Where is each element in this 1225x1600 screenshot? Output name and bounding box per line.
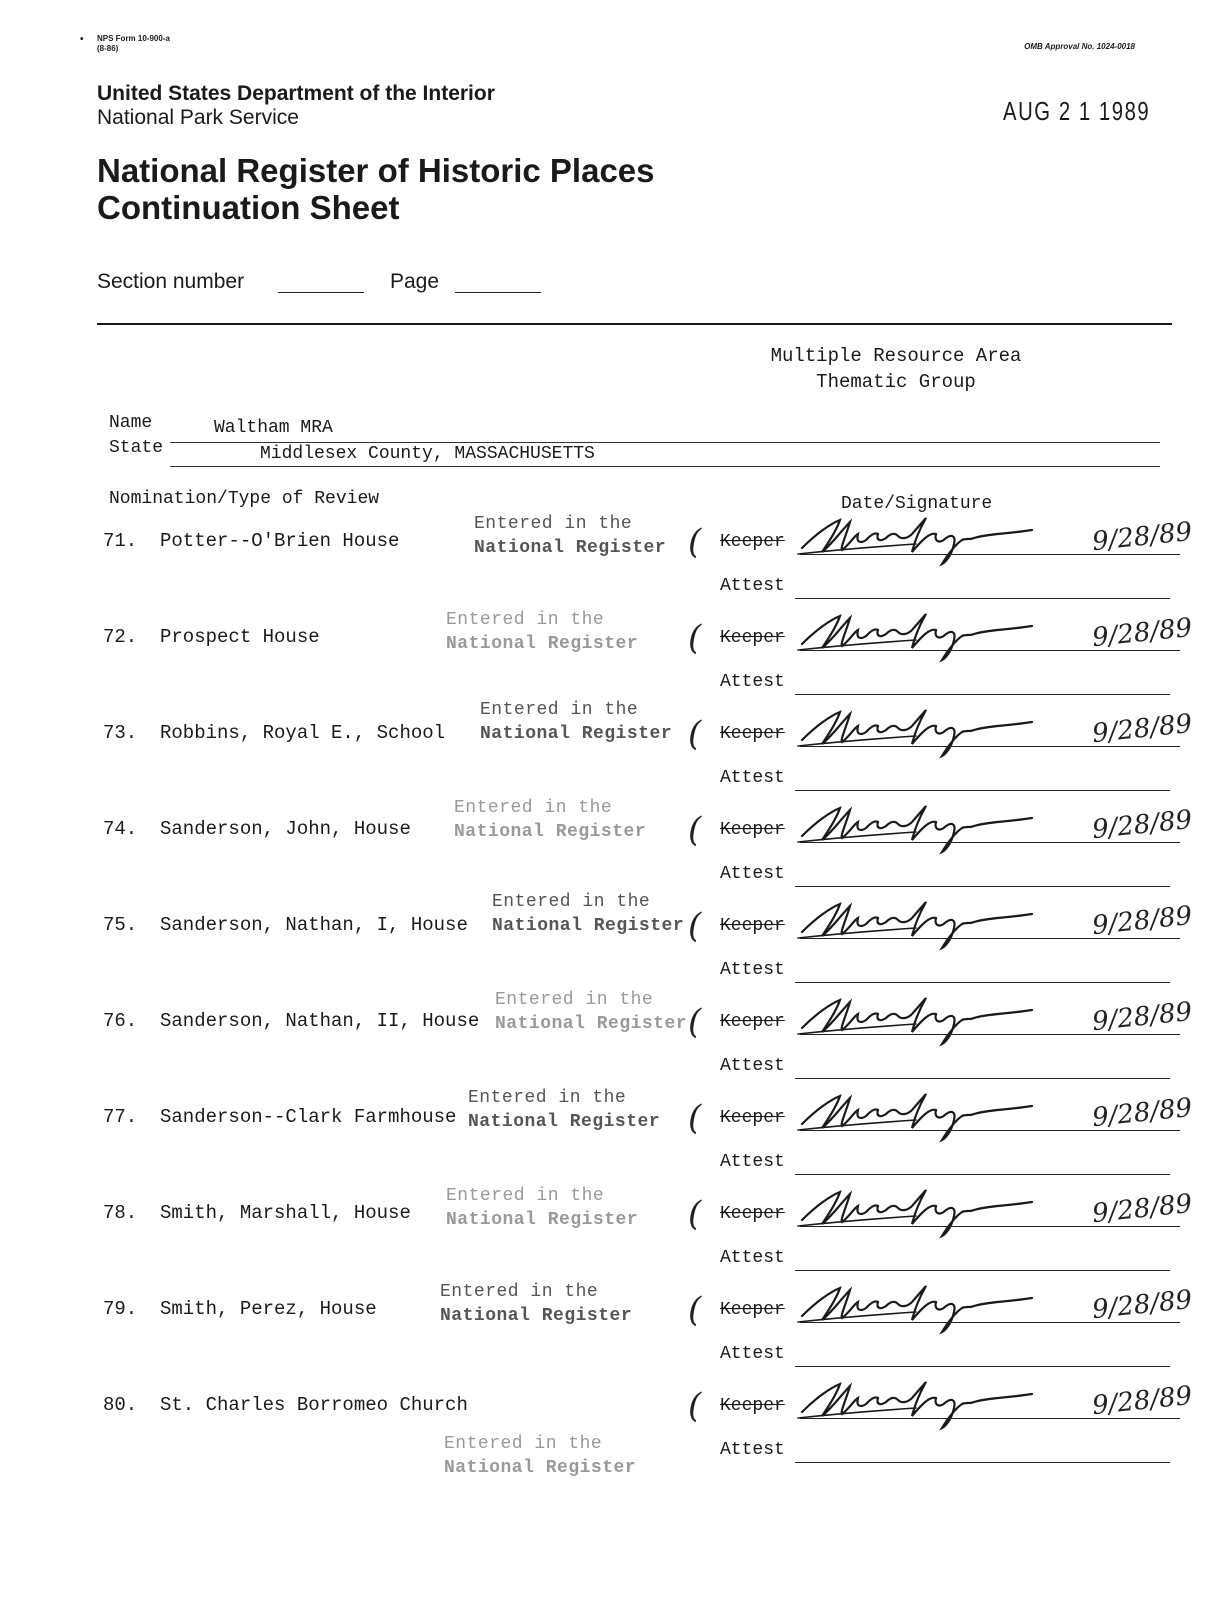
stamp-line2: National Register [454, 822, 647, 842]
attest-signature-line[interactable] [795, 1270, 1170, 1271]
section-number-field[interactable] [278, 292, 364, 293]
keeper-signature [796, 610, 1086, 664]
stamp-line1: Entered in the [446, 610, 605, 630]
state-value: Middlesex County, MASSACHUSETTS [260, 444, 595, 464]
keeper-signature-line[interactable] [800, 842, 1180, 843]
stamp-line2: National Register [474, 538, 667, 558]
omb-approval: OMB Approval No. 1024-0018 [1024, 42, 1135, 51]
entry-number: 74. [103, 818, 138, 840]
nomination-type-label: Nomination/Type of Review [109, 489, 380, 509]
entry-number: 78. [103, 1202, 138, 1224]
attest-label: Attest [720, 768, 785, 788]
attest-signature-line[interactable] [795, 1462, 1170, 1463]
checkmark-icon: ( [688, 1290, 702, 1330]
keeper-signature [796, 898, 1086, 952]
keeper-signature [796, 802, 1086, 856]
property-name: St. Charles Borromeo Church [160, 1394, 468, 1416]
received-date-stamp: AUG 2 1 1989 [1003, 96, 1151, 126]
property-name: Smith, Perez, House [160, 1298, 377, 1320]
stamp-line1: Entered in the [474, 514, 633, 534]
stamp-line1: Entered in the [495, 990, 654, 1010]
keeper-label [720, 1300, 785, 1320]
keeper-label-text: Keeper [720, 916, 785, 936]
date-signature-label: Date/Signature [841, 494, 993, 514]
checkmark-icon: ( [688, 1098, 702, 1138]
keeper-signature [796, 1378, 1086, 1432]
register-stamp [468, 1086, 660, 1134]
keeper-signature-line[interactable] [800, 650, 1180, 651]
attest-signature-line[interactable] [795, 790, 1170, 791]
name-field-line [170, 442, 1160, 443]
keeper-label [720, 1108, 785, 1128]
attest-signature-line[interactable] [795, 1078, 1170, 1079]
keeper-signature [796, 1282, 1086, 1336]
state-label: State [109, 438, 164, 458]
signature-date: 9/28/89 [1090, 1092, 1194, 1134]
property-name: Sanderson--Clark Farmhouse [160, 1106, 457, 1128]
form-number [97, 34, 170, 54]
entry-number: 72. [103, 626, 138, 648]
attest-signature-line[interactable] [795, 694, 1170, 695]
keeper-label-text: Keeper [720, 724, 785, 744]
signature-date: 9/28/89 [1090, 612, 1194, 654]
signature-date: 9/28/89 [1090, 708, 1194, 750]
stamp-line2: National Register [492, 916, 685, 936]
signature-date: 9/28/89 [1090, 1284, 1194, 1326]
keeper-signature-line[interactable] [800, 1322, 1180, 1323]
entry-number: 80. [103, 1394, 138, 1416]
attest-label: Attest [720, 864, 785, 884]
keeper-signature-line[interactable] [800, 1130, 1180, 1131]
register-stamp [474, 512, 666, 560]
attest-label: Attest [720, 576, 785, 596]
keeper-signature-line[interactable] [800, 1034, 1180, 1035]
keeper-signature-line[interactable] [800, 938, 1180, 939]
checkmark-icon: ( [688, 906, 702, 946]
entry-number: 77. [103, 1106, 138, 1128]
entry-row [0, 1284, 1225, 1380]
checkmark-icon: ( [688, 522, 702, 562]
checkmark-icon: ( [688, 1002, 702, 1042]
checkmark-icon: ( [688, 714, 702, 754]
resource-area-heading [756, 343, 1036, 395]
page-number-field[interactable] [455, 292, 541, 293]
entry-number: 75. [103, 914, 138, 936]
resource-area-line2: Thematic Group [816, 371, 976, 393]
stamp-line2: National Register [480, 724, 673, 744]
keeper-signature [796, 706, 1086, 760]
entry-row [0, 700, 1225, 804]
signature-date: 9/28/89 [1090, 900, 1194, 942]
entry-number: 71. [103, 530, 138, 552]
register-stamp [454, 796, 646, 844]
stamp-line2: National Register [446, 1210, 639, 1230]
keeper-signature-line[interactable] [800, 746, 1180, 747]
keeper-label [720, 628, 785, 648]
department-name: United States Department of the Interior [97, 82, 495, 105]
entry-row [0, 1088, 1225, 1188]
signature-date: 9/28/89 [1090, 516, 1194, 558]
entry-row [0, 990, 1225, 1092]
checkmark-icon: ( [688, 618, 702, 658]
entry-row [0, 1380, 1225, 1476]
attest-label: Attest [720, 1248, 785, 1268]
stamp-line1: Entered in the [440, 1282, 599, 1302]
form-number-text: NPS Form 10-900-a [97, 34, 170, 43]
attest-signature-line[interactable] [795, 598, 1170, 599]
keeper-label [720, 724, 785, 744]
document-title: National Register of Historic Places [97, 152, 655, 189]
entry-number: 76. [103, 1010, 138, 1032]
signature-date: 9/28/89 [1090, 1188, 1194, 1230]
keeper-label-text: Keeper [720, 532, 785, 552]
keeper-signature [796, 1090, 1086, 1144]
name-value: Waltham MRA [214, 418, 333, 438]
stamp-line2: National Register [440, 1306, 633, 1326]
keeper-signature [796, 1186, 1086, 1240]
signature-date: 9/28/89 [1090, 1380, 1194, 1422]
attest-label: Attest [720, 1152, 785, 1172]
agency-name: National Park Service [97, 106, 299, 129]
stamp-line2: National Register [495, 1014, 688, 1034]
attest-label: Attest [720, 1344, 785, 1364]
keeper-label [720, 1012, 785, 1032]
property-name: Potter--O'Brien House [160, 530, 400, 552]
keeper-label-text: Keeper [720, 1108, 785, 1128]
entry-number: 79. [103, 1298, 138, 1320]
entry-row [0, 516, 1225, 612]
state-field-line [170, 466, 1160, 467]
register-stamp [444, 1432, 636, 1480]
keeper-label [720, 532, 785, 552]
register-stamp [440, 1280, 632, 1328]
property-name: Sanderson, Nathan, II, House [160, 1010, 480, 1032]
register-stamp [492, 890, 684, 938]
keeper-signature-line[interactable] [800, 1418, 1180, 1419]
signature-date: 9/28/89 [1090, 996, 1194, 1038]
register-stamp [446, 1184, 638, 1232]
entry-row [0, 798, 1225, 900]
entry-row [0, 1188, 1225, 1284]
resource-area-line1: Multiple Resource Area [770, 345, 1022, 367]
form-revision-text: (8-86) [97, 44, 119, 53]
stamp-line1: Entered in the [492, 892, 651, 912]
property-name: Prospect House [160, 626, 320, 648]
checkmark-icon: ( [688, 1386, 702, 1426]
stamp-line1: Entered in the [444, 1434, 603, 1454]
entry-row [0, 892, 1225, 996]
register-stamp [495, 988, 687, 1036]
property-name: Robbins, Royal E., School [160, 722, 446, 744]
keeper-label [720, 1396, 785, 1416]
header-divider [97, 323, 1172, 325]
keeper-label-text: Keeper [720, 1396, 785, 1416]
keeper-signature [796, 514, 1086, 568]
name-label: Name [109, 413, 153, 433]
stamp-line2: National Register [468, 1112, 661, 1132]
keeper-label-text: Keeper [720, 820, 785, 840]
keeper-label [720, 916, 785, 936]
attest-label: Attest [720, 672, 785, 692]
checkmark-icon: ( [688, 810, 702, 850]
stamp-line2: National Register [444, 1458, 637, 1478]
keeper-label-text: Keeper [720, 1300, 785, 1320]
attest-label: Attest [720, 1056, 785, 1076]
attest-label: Attest [720, 960, 785, 980]
signature-date: 9/28/89 [1090, 804, 1194, 846]
keeper-signature-line[interactable] [800, 1226, 1180, 1227]
property-name: Sanderson, John, House [160, 818, 411, 840]
keeper-signature [796, 994, 1086, 1048]
stamp-line2: National Register [446, 634, 639, 654]
bullet-mark: • [80, 34, 84, 45]
keeper-signature-line[interactable] [800, 554, 1180, 555]
register-stamp [446, 608, 638, 656]
stamp-line1: Entered in the [480, 700, 639, 720]
property-name: Sanderson, Nathan, I, House [160, 914, 468, 936]
section-number-label: Section number [97, 270, 245, 293]
stamp-line1: Entered in the [454, 798, 613, 818]
stamp-line1: Entered in the [468, 1088, 627, 1108]
register-stamp [480, 698, 672, 746]
entry-row [0, 612, 1225, 708]
attest-signature-line[interactable] [795, 982, 1170, 983]
attest-signature-line[interactable] [795, 1366, 1170, 1367]
attest-signature-line[interactable] [795, 886, 1170, 887]
stamp-line1: Entered in the [446, 1186, 605, 1206]
attest-signature-line[interactable] [795, 1174, 1170, 1175]
checkmark-icon: ( [688, 1194, 702, 1234]
keeper-label-text: Keeper [720, 1012, 785, 1032]
entry-number: 73. [103, 722, 138, 744]
property-name: Smith, Marshall, House [160, 1202, 411, 1224]
keeper-label [720, 820, 785, 840]
keeper-label [720, 1204, 785, 1224]
attest-label: Attest [720, 1440, 785, 1460]
keeper-label-text: Keeper [720, 628, 785, 648]
document-subtitle: Continuation Sheet [97, 189, 400, 226]
keeper-label-text: Keeper [720, 1204, 785, 1224]
page-label: Page [390, 270, 440, 293]
